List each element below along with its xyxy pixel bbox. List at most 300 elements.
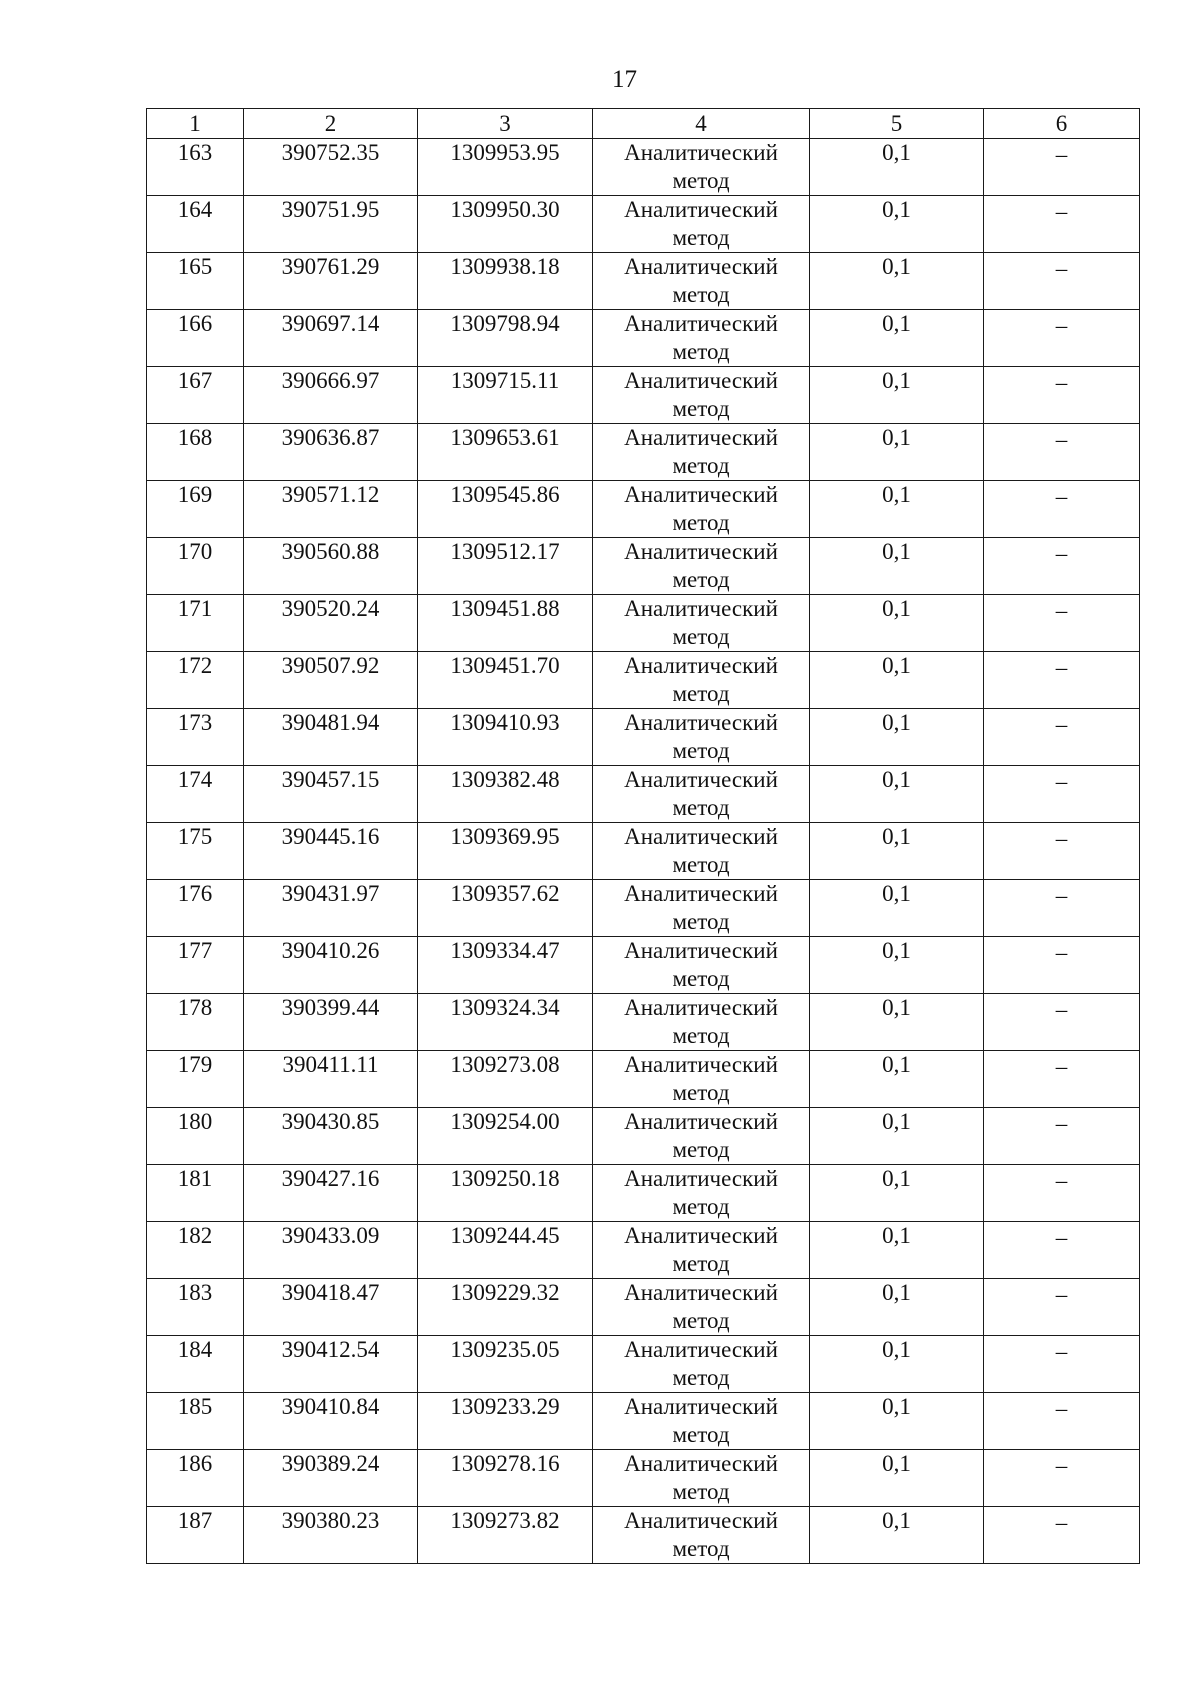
method-cell [593, 310, 810, 367]
method-cell [593, 253, 810, 310]
y-coordinate-cell [418, 424, 593, 481]
accuracy-cell [810, 880, 984, 937]
y-coordinate-cell-text: 1309953.95 [450, 140, 560, 165]
point-number-cell-text: 169 [177, 482, 213, 507]
method-cell [593, 1165, 810, 1222]
y-coordinate-cell-text: 1309229.32 [450, 1280, 560, 1305]
method-cell [593, 652, 810, 709]
x-coordinate-cell [244, 1222, 418, 1279]
accuracy-cell-text: 0,1 [882, 254, 911, 279]
point-number-cell-text: 164 [177, 197, 213, 222]
point-number-cell [147, 1450, 244, 1507]
accuracy-cell-text: 0,1 [882, 1166, 911, 1191]
accuracy-cell [810, 1450, 984, 1507]
column-header: 1 [147, 109, 244, 139]
accuracy-cell-text: 0,1 [882, 482, 911, 507]
y-coordinate-cell [418, 652, 593, 709]
x-coordinate-cell [244, 709, 418, 766]
accuracy-cell [810, 1507, 984, 1564]
accuracy-cell-text: 0,1 [882, 425, 911, 450]
y-coordinate-cell-text: 1309235.05 [450, 1337, 560, 1362]
column-header: 5 [810, 109, 984, 139]
y-coordinate-cell [418, 823, 593, 880]
point-number-cell-text: 183 [177, 1280, 213, 1305]
accuracy-cell-text: 0,1 [882, 368, 911, 393]
accuracy-cell-text: 0,1 [882, 1223, 911, 1248]
table-row [147, 1393, 1140, 1450]
note-cell-text: – [1055, 1054, 1068, 1079]
point-number-cell [147, 538, 244, 595]
method-cell-text: Аналитический метод [624, 881, 778, 934]
accuracy-cell [810, 1165, 984, 1222]
table-row [147, 1051, 1140, 1108]
x-coordinate-cell-text: 390636.87 [281, 425, 380, 450]
table-row [147, 538, 1140, 595]
point-number-cell [147, 253, 244, 310]
note-cell [984, 481, 1140, 538]
method-cell-text: Аналитический метод [624, 140, 778, 193]
table-row [147, 1222, 1140, 1279]
accuracy-cell-text: 0,1 [882, 1052, 911, 1077]
x-coordinate-cell-text: 390457.15 [281, 767, 380, 792]
point-number-cell [147, 310, 244, 367]
note-cell [984, 310, 1140, 367]
table-row [147, 253, 1140, 310]
y-coordinate-cell [418, 880, 593, 937]
note-cell [984, 538, 1140, 595]
table-body [147, 139, 1140, 1564]
y-coordinate-cell [418, 595, 593, 652]
x-coordinate-cell [244, 1336, 418, 1393]
method-cell [593, 139, 810, 196]
note-cell [984, 595, 1140, 652]
x-coordinate-cell-text: 390410.84 [281, 1394, 380, 1419]
x-coordinate-cell-text: 390481.94 [281, 710, 380, 735]
y-coordinate-cell-text: 1309798.94 [450, 311, 560, 336]
note-cell [984, 1165, 1140, 1222]
note-cell [984, 1507, 1140, 1564]
method-cell [593, 1051, 810, 1108]
y-coordinate-cell-text: 1309715.11 [450, 368, 560, 393]
accuracy-cell [810, 139, 984, 196]
point-number-cell [147, 1108, 244, 1165]
method-cell-text: Аналитический метод [624, 767, 778, 820]
method-cell-text: Аналитический метод [624, 1223, 778, 1276]
note-cell-text: – [1055, 712, 1068, 737]
point-number-cell-text: 181 [177, 1166, 213, 1191]
column-header: 3 [418, 109, 593, 139]
accuracy-cell-text: 0,1 [882, 995, 911, 1020]
method-cell [593, 1507, 810, 1564]
y-coordinate-cell [418, 310, 593, 367]
x-coordinate-cell-text: 390399.44 [281, 995, 380, 1020]
method-cell [593, 1450, 810, 1507]
y-coordinate-cell-text: 1309273.82 [450, 1508, 560, 1533]
point-number-cell [147, 880, 244, 937]
y-coordinate-cell-text: 1309233.29 [450, 1394, 560, 1419]
point-number-cell [147, 196, 244, 253]
point-number-cell-text: 165 [177, 254, 213, 279]
note-cell [984, 196, 1140, 253]
method-cell-text: Аналитический метод [624, 197, 778, 250]
accuracy-cell [810, 595, 984, 652]
y-coordinate-cell-text: 1309382.48 [450, 767, 560, 792]
note-cell [984, 1279, 1140, 1336]
y-coordinate-cell [418, 481, 593, 538]
point-number-cell-text: 176 [177, 881, 213, 906]
y-coordinate-cell [418, 1051, 593, 1108]
note-cell [984, 253, 1140, 310]
accuracy-cell-text: 0,1 [882, 1280, 911, 1305]
note-cell [984, 1336, 1140, 1393]
point-number-cell [147, 1279, 244, 1336]
y-coordinate-cell [418, 1279, 593, 1336]
point-number-cell [147, 139, 244, 196]
column-header: 2 [244, 109, 418, 139]
accuracy-cell-text: 0,1 [882, 881, 911, 906]
coordinates-table [146, 108, 1140, 1564]
point-number-cell-text: 175 [177, 824, 213, 849]
accuracy-cell [810, 196, 984, 253]
accuracy-cell [810, 1222, 984, 1279]
point-number-cell [147, 652, 244, 709]
x-coordinate-cell [244, 310, 418, 367]
point-number-cell-text: 178 [177, 995, 213, 1020]
accuracy-cell [810, 424, 984, 481]
method-cell [593, 424, 810, 481]
table-row [147, 880, 1140, 937]
method-cell-text: Аналитический метод [624, 995, 778, 1048]
x-coordinate-cell [244, 253, 418, 310]
x-coordinate-cell [244, 823, 418, 880]
x-coordinate-cell-text: 390752.35 [281, 140, 380, 165]
point-number-cell-text: 180 [177, 1109, 213, 1134]
y-coordinate-cell [418, 766, 593, 823]
note-cell-text: – [1055, 769, 1068, 794]
note-cell-text: – [1055, 142, 1068, 167]
method-cell-text: Аналитический метод [624, 1508, 778, 1561]
point-number-cell [147, 823, 244, 880]
y-coordinate-cell [418, 538, 593, 595]
accuracy-cell [810, 367, 984, 424]
accuracy-cell [810, 1279, 984, 1336]
x-coordinate-cell [244, 1279, 418, 1336]
y-coordinate-cell [418, 253, 593, 310]
point-number-cell-text: 184 [177, 1337, 213, 1362]
note-cell [984, 880, 1140, 937]
method-cell-text: Аналитический метод [624, 425, 778, 478]
note-cell-text: – [1055, 427, 1068, 452]
y-coordinate-cell-text: 1309278.16 [450, 1451, 560, 1476]
method-cell [593, 481, 810, 538]
y-coordinate-cell-text: 1309357.62 [450, 881, 560, 906]
x-coordinate-cell [244, 994, 418, 1051]
point-number-cell [147, 595, 244, 652]
y-coordinate-cell [418, 139, 593, 196]
point-number-cell-text: 186 [177, 1451, 213, 1476]
accuracy-cell [810, 823, 984, 880]
note-cell [984, 1222, 1140, 1279]
x-coordinate-cell [244, 595, 418, 652]
x-coordinate-cell [244, 481, 418, 538]
method-cell [593, 766, 810, 823]
point-number-cell-text: 171 [177, 596, 213, 621]
y-coordinate-cell [418, 1450, 593, 1507]
table-row [147, 652, 1140, 709]
accuracy-cell-text: 0,1 [882, 1508, 911, 1533]
table-row [147, 1108, 1140, 1165]
note-cell-text: – [1055, 1111, 1068, 1136]
note-cell-text: – [1055, 370, 1068, 395]
note-cell-text: – [1055, 883, 1068, 908]
x-coordinate-cell [244, 196, 418, 253]
y-coordinate-cell [418, 994, 593, 1051]
method-cell-text: Аналитический метод [624, 1394, 778, 1447]
y-coordinate-cell [418, 1336, 593, 1393]
y-coordinate-cell-text: 1309369.95 [450, 824, 560, 849]
method-cell [593, 196, 810, 253]
note-cell [984, 1051, 1140, 1108]
method-cell [593, 994, 810, 1051]
x-coordinate-cell-text: 390507.92 [281, 653, 380, 678]
note-cell-text: – [1055, 1225, 1068, 1250]
accuracy-cell [810, 1051, 984, 1108]
note-cell-text: – [1055, 313, 1068, 338]
table-row [147, 766, 1140, 823]
point-number-cell-text: 167 [177, 368, 213, 393]
point-number-cell [147, 766, 244, 823]
accuracy-cell-text: 0,1 [882, 596, 911, 621]
accuracy-cell [810, 652, 984, 709]
x-coordinate-cell [244, 1108, 418, 1165]
x-coordinate-cell-text: 390410.26 [281, 938, 380, 963]
method-cell [593, 937, 810, 994]
method-cell [593, 1222, 810, 1279]
point-number-cell-text: 174 [177, 767, 213, 792]
point-number-cell [147, 709, 244, 766]
x-coordinate-cell [244, 538, 418, 595]
accuracy-cell [810, 538, 984, 595]
note-cell [984, 937, 1140, 994]
table-row [147, 196, 1140, 253]
point-number-cell [147, 481, 244, 538]
x-coordinate-cell [244, 766, 418, 823]
note-cell-text: – [1055, 1282, 1068, 1307]
point-number-cell-text: 168 [177, 425, 213, 450]
y-coordinate-cell [418, 1222, 593, 1279]
accuracy-cell [810, 766, 984, 823]
method-cell-text: Аналитический метод [624, 311, 778, 364]
note-cell [984, 823, 1140, 880]
y-coordinate-cell [418, 937, 593, 994]
y-coordinate-cell-text: 1309512.17 [450, 539, 560, 564]
x-coordinate-cell-text: 390412.54 [281, 1337, 380, 1362]
note-cell [984, 994, 1140, 1051]
point-number-cell-text: 163 [177, 140, 213, 165]
point-number-cell-text: 177 [177, 938, 213, 963]
table-row [147, 937, 1140, 994]
note-cell [984, 1108, 1140, 1165]
accuracy-cell-text: 0,1 [882, 767, 911, 792]
point-number-cell [147, 1393, 244, 1450]
y-coordinate-cell [418, 709, 593, 766]
method-cell-text: Аналитический метод [624, 1052, 778, 1105]
x-coordinate-cell-text: 390445.16 [281, 824, 380, 849]
y-coordinate-cell [418, 1507, 593, 1564]
table-row [147, 481, 1140, 538]
method-cell [593, 367, 810, 424]
table-row [147, 595, 1140, 652]
method-cell [593, 595, 810, 652]
accuracy-cell [810, 937, 984, 994]
table-header [147, 109, 1140, 139]
table-row [147, 1507, 1140, 1564]
point-number-cell [147, 1222, 244, 1279]
method-cell [593, 880, 810, 937]
note-cell [984, 139, 1140, 196]
note-cell-text: – [1055, 997, 1068, 1022]
y-coordinate-cell [418, 1108, 593, 1165]
point-number-cell-text: 173 [177, 710, 213, 735]
y-coordinate-cell-text: 1309254.00 [450, 1109, 560, 1134]
note-cell-text: – [1055, 1168, 1068, 1193]
accuracy-cell-text: 0,1 [882, 140, 911, 165]
accuracy-cell-text: 0,1 [882, 539, 911, 564]
method-cell [593, 709, 810, 766]
x-coordinate-cell-text: 390389.24 [281, 1451, 380, 1476]
x-coordinate-cell [244, 1450, 418, 1507]
method-cell-text: Аналитический метод [624, 1451, 778, 1504]
point-number-cell-text: 172 [177, 653, 213, 678]
method-cell-text: Аналитический метод [624, 710, 778, 763]
point-number-cell-text: 179 [177, 1052, 213, 1077]
note-cell-text: – [1055, 940, 1068, 965]
y-coordinate-cell-text: 1309273.08 [450, 1052, 560, 1077]
point-number-cell [147, 1051, 244, 1108]
y-coordinate-cell-text: 1309653.61 [450, 425, 560, 450]
accuracy-cell-text: 0,1 [882, 197, 911, 222]
x-coordinate-cell-text: 390430.85 [281, 1109, 380, 1134]
page-number: 17 [612, 66, 637, 93]
x-coordinate-cell-text: 390666.97 [281, 368, 380, 393]
note-cell [984, 1450, 1140, 1507]
x-coordinate-cell-text: 390560.88 [281, 539, 380, 564]
x-coordinate-cell-text: 390433.09 [281, 1223, 380, 1248]
method-cell-text: Аналитический метод [624, 254, 778, 307]
table-row [147, 139, 1140, 196]
accuracy-cell-text: 0,1 [882, 710, 911, 735]
method-cell [593, 823, 810, 880]
point-number-cell [147, 367, 244, 424]
point-number-cell [147, 937, 244, 994]
y-coordinate-cell [418, 1165, 593, 1222]
method-cell-text: Аналитический метод [624, 368, 778, 421]
x-coordinate-cell-text: 390761.29 [281, 254, 380, 279]
y-coordinate-cell-text: 1309244.45 [450, 1223, 560, 1248]
table-row [147, 310, 1140, 367]
x-coordinate-cell-text: 390520.24 [281, 596, 380, 621]
note-cell [984, 652, 1140, 709]
method-cell [593, 1108, 810, 1165]
y-coordinate-cell [418, 1393, 593, 1450]
note-cell-text: – [1055, 1339, 1068, 1364]
accuracy-cell-text: 0,1 [882, 1451, 911, 1476]
note-cell-text: – [1055, 826, 1068, 851]
note-cell-text: – [1055, 598, 1068, 623]
x-coordinate-cell [244, 1507, 418, 1564]
x-coordinate-cell [244, 139, 418, 196]
method-cell [593, 1336, 810, 1393]
table-row [147, 424, 1140, 481]
x-coordinate-cell-text: 390418.47 [281, 1280, 380, 1305]
y-coordinate-cell-text: 1309950.30 [450, 197, 560, 222]
column-header: 6 [984, 109, 1140, 139]
x-coordinate-cell [244, 937, 418, 994]
method-cell-text: Аналитический метод [624, 1337, 778, 1390]
y-coordinate-cell-text: 1309938.18 [450, 254, 560, 279]
x-coordinate-cell-text: 390571.12 [281, 482, 380, 507]
note-cell [984, 766, 1140, 823]
point-number-cell-text: 166 [177, 311, 213, 336]
table-row [147, 823, 1140, 880]
note-cell-text: – [1055, 484, 1068, 509]
accuracy-cell [810, 1336, 984, 1393]
note-cell-text: – [1055, 1453, 1068, 1478]
note-cell-text: – [1055, 256, 1068, 281]
x-coordinate-cell-text: 390380.23 [281, 1508, 380, 1533]
note-cell-text: – [1055, 199, 1068, 224]
x-coordinate-cell-text: 390427.16 [281, 1166, 380, 1191]
accuracy-cell-text: 0,1 [882, 1394, 911, 1419]
x-coordinate-cell-text: 390431.97 [281, 881, 380, 906]
x-coordinate-cell [244, 367, 418, 424]
note-cell [984, 1393, 1140, 1450]
accuracy-cell [810, 709, 984, 766]
table-row [147, 367, 1140, 424]
y-coordinate-cell [418, 367, 593, 424]
note-cell [984, 424, 1140, 481]
table-row [147, 1336, 1140, 1393]
point-number-cell [147, 1165, 244, 1222]
table-row [147, 1279, 1140, 1336]
table-row [147, 1450, 1140, 1507]
method-cell-text: Аналитический метод [624, 539, 778, 592]
accuracy-cell-text: 0,1 [882, 311, 911, 336]
method-cell [593, 538, 810, 595]
method-cell [593, 1393, 810, 1450]
point-number-cell [147, 1507, 244, 1564]
y-coordinate-cell-text: 1309451.88 [450, 596, 560, 621]
x-coordinate-cell [244, 1393, 418, 1450]
y-coordinate-cell-text: 1309250.18 [450, 1166, 560, 1191]
accuracy-cell [810, 1393, 984, 1450]
accuracy-cell [810, 1108, 984, 1165]
accuracy-cell-text: 0,1 [882, 1109, 911, 1134]
method-cell-text: Аналитический метод [624, 938, 778, 991]
note-cell-text: – [1055, 541, 1068, 566]
x-coordinate-cell [244, 1051, 418, 1108]
note-cell [984, 367, 1140, 424]
header-row [147, 109, 1140, 139]
y-coordinate-cell-text: 1309410.93 [450, 710, 560, 735]
point-number-cell [147, 994, 244, 1051]
accuracy-cell-text: 0,1 [882, 1337, 911, 1362]
x-coordinate-cell-text: 390751.95 [281, 197, 380, 222]
method-cell-text: Аналитический метод [624, 1280, 778, 1333]
accuracy-cell-text: 0,1 [882, 824, 911, 849]
point-number-cell-text: 170 [177, 539, 213, 564]
accuracy-cell [810, 253, 984, 310]
